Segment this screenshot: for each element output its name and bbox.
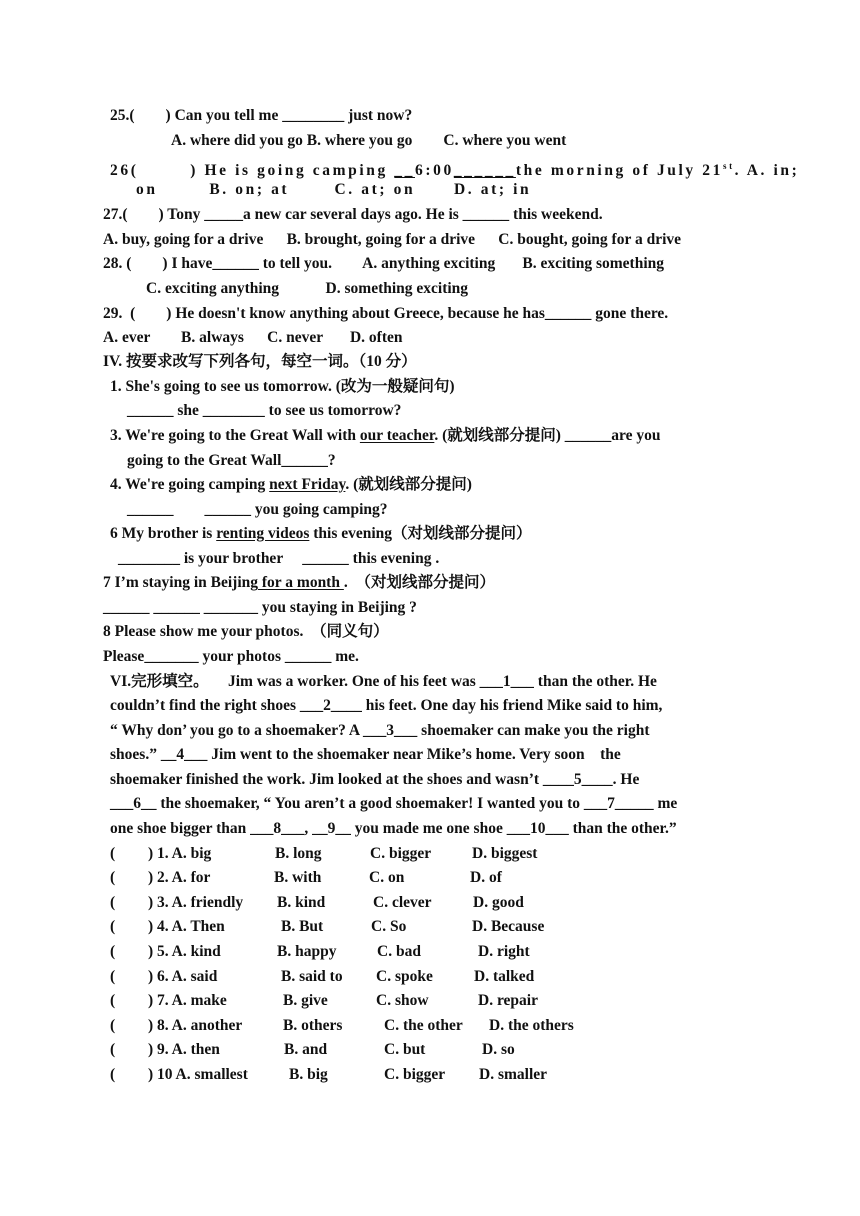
cloze-passage-line: shoemaker finished the work. Jim looked at the shoes and wasn’t ____5____. He (110, 771, 640, 788)
q27-stem: 27.( ) Tony _____a new car several days ago. He is ______ this weekend. (103, 206, 603, 223)
cloze-passage-line: ___6__ the shoemaker, “ You aren’t a good shoemaker! I wanted you to ___7_____ me (110, 795, 678, 812)
rewrite-8-answer: Please_______ your photos ______ me. (103, 648, 359, 665)
q25-options: A. where did you go B. where you go C. where you went (171, 132, 567, 149)
rewrite-6-answer: ________ is your brother ______ this evening . (118, 550, 440, 567)
q28-options: C. exciting anything D. something exciting (146, 280, 469, 297)
rewrite-7-answer: ______ ______ _______ you staying in Beijing ? (103, 599, 417, 616)
cloze-passage-line: “ Why don’ you go to a shoemaker? A ___3___ shoemaker can make you the right (110, 722, 650, 739)
rewrite-6-question: 6 My brother is renting videos this evening（对划线部分提问） (110, 525, 532, 542)
cloze-passage-line: shoes.” __4___ Jim went to the shoemaker near Mike’s home. Very soon the (110, 746, 621, 763)
rewrite-4-question: 4. We're going camping next Friday. (就划线部分提问) (110, 476, 472, 493)
rewrite-1-question: 1. She's going to see us tomorrow. (改为一般疑问句) (110, 378, 455, 395)
q29-options: A. ever B. always C. never D. often (103, 329, 403, 346)
rewrite-3-question: 3. We're going to the Great Wall with our teacher. (就划线部分提问) ______are you (110, 427, 661, 444)
rewrite-7-question: 7 I’m staying in Beijing for a month . （对划线部分提问） (103, 574, 495, 591)
cloze-passage-line: couldn’t find the right shoes ___2____ his feet. One day his friend Mike said to him, (110, 697, 663, 714)
q25-stem: 25.( ) Can you tell me ________ just now? (110, 107, 413, 124)
worksheet-page: 25.( ) Can you tell me ________ just now? A. where did you go B. where you go C. where you went 26( ) He is going camping __6:00______the morning of July 21st. A. in; on B. on; at C. at; on D. at; in 27.( ) Tony _____a new car several days ago. He is ______ this weekend. A. buy, going for a drive B. brought, going for a drive C. bought, going for a drive 28. ( ) I have______ to tell you. A. anything exciting B. exciting something C. exciting anything D. something exciting 29. ( ) He doesn't know anything about Greece, because he has______ gone there. A. ever B. always C. never D. often IV. 按要求改写下列各句，每空一词。（10 分） 1. She's going to see us tomorrow. (改为一般疑问句) ______ she ________ to see us tomorrow? 3. We're going to the Great Wall with our teacher. (就划线部分提问) ______are you going to the Great Wall______? 4. We're going camping next Friday. (就划线部分提问) ______ ______ you going camping? 6 My brother is renting videos this evening（对划线部分提问） ________ is your brother ______ this evening . 7 I’m staying in Beijing for a month . （对划线部分提问） ______ ______ _______ you staying in Beijing ? 8 Please show me your photos. （同义句） Please_______ your photos ______ me. VI.完形填空。 Jim was a worker. One of his feet was ___1___ than the other. He couldn’t find the right shoes ___2____ his feet. One day his friend Mike said to him, “ Why don’ you go to a shoemaker? A ___3___ shoemaker can make you the right shoes.” __4___ Jim went to the shoemaker near Mike’s home. Very soon the shoemaker finished the work. Jim looked at the shoes and wasn’t ____5____. He ___6__ the shoemaker, “ You aren’t a good shoemaker! I wanted you to ___7_____ me one shoe bigger than ___8___, __9__ you made me one shoe ___10___ than the other.” ( ) 1. A. big B. long C. bigger D. biggest ( ) 2. A. for B. with C. on D. of ( ) 3. A. friendly B. kind C. clever D. good ( ) 4. A. Then B. But C. So D. Because ( ) 5. A. kind B. happy C. bad D. right ( ) 6. A. said B. said to C. spoke D. talked ( ) 7. A. make B. give C. show D. repair ( ) 8. A. another B. others C. the other D. the others ( ) 9. A. then B. and C. but D. so ( ) 10 A. smallest B. big C. bigger D. smaller (103, 107, 800, 1083)
rewrite-3-continued: going to the Great Wall______? (127, 452, 336, 469)
q26-stem: 26( ) He is going camping __6:00______the morning of July 21st. A. in; (110, 161, 800, 180)
q27-options: A. buy, going for a drive B. brought, going for a drive C. bought, going for a drive (103, 231, 682, 248)
cloze-passage-line: VI.完形填空。 Jim was a worker. One of his feet was ___1___ than the other. He (110, 673, 657, 690)
rewrite-4-answer: ______ ______ you going camping? (127, 501, 388, 518)
q29-stem: 29. ( ) He doesn't know anything about Greece, because he has______ gone there. (103, 305, 669, 322)
rewrite-1-answer: ______ she ________ to see us tomorrow? (127, 402, 402, 419)
q28-stem: 28. ( ) I have______ to tell you. A. anything exciting B. exciting something (103, 255, 665, 272)
rewrite-8-question: 8 Please show me your photos. （同义句） (103, 623, 389, 640)
cloze-passage-line: one shoe bigger than ___8___, __9__ you made me one shoe ___10___ than the other.” (110, 820, 677, 837)
section-iv-heading: IV. 按要求改写下列各句，每空一词。（10 分） (103, 353, 417, 370)
q26-options: on B. on; at C. at; on D. at; in (136, 181, 532, 198)
